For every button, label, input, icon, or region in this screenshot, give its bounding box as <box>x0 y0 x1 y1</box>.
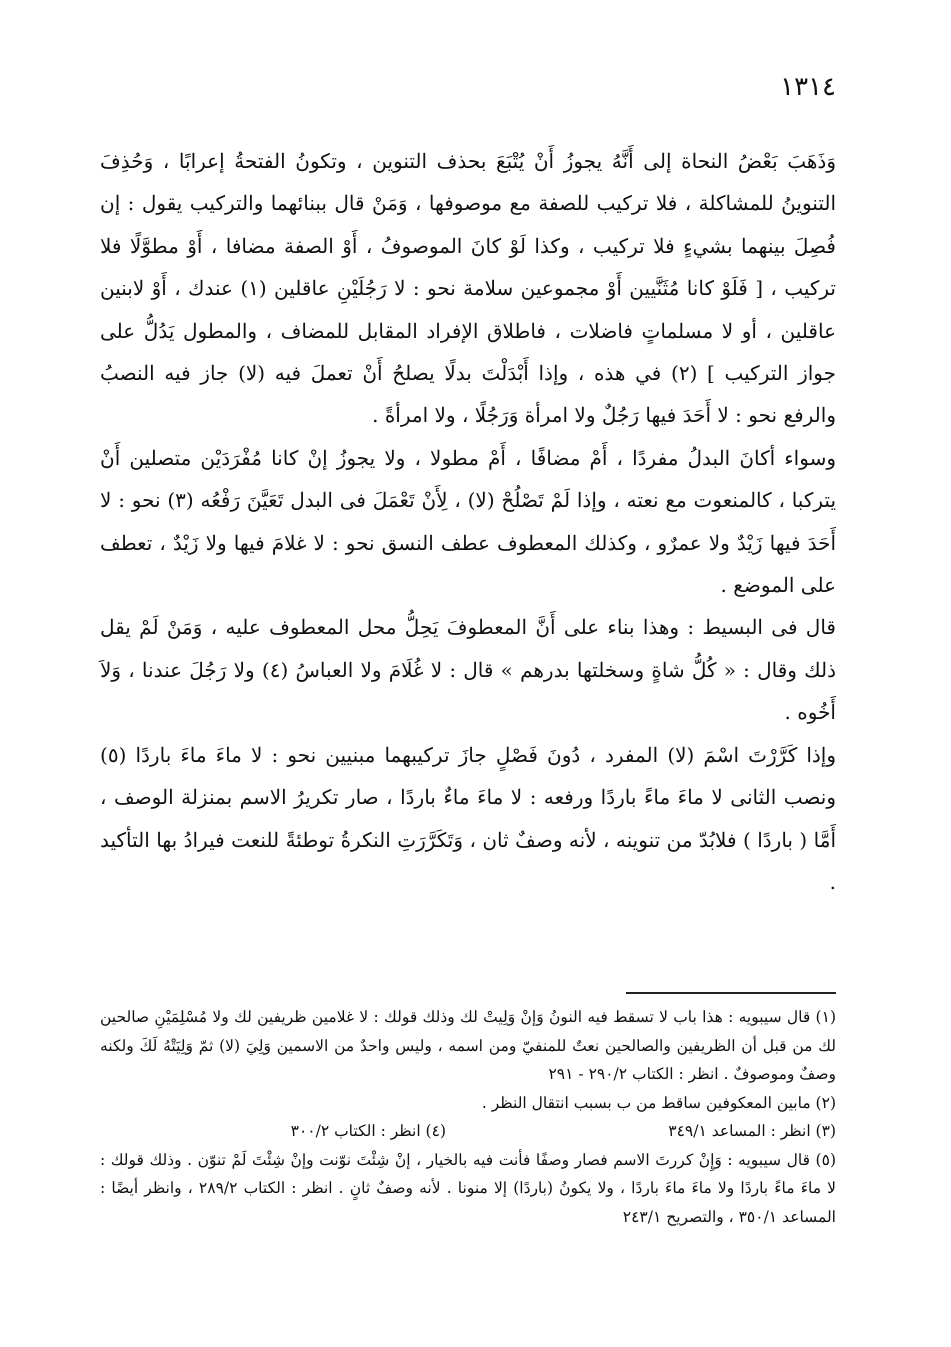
footnote-2: (٢) مابين المعكوفين ساقط من ب بسبب انتقال النظر . <box>481 1093 836 1112</box>
footnotes <box>100 1003 836 1231</box>
main-text <box>100 140 836 903</box>
footnote-divider <box>626 992 836 994</box>
paragraph-2: وسواء أكانَ البدلُ مفردًا ، أَمْ مضافًا ، أَمْ مطولا ، ولا يجوزُ إنْ كانا مُفْرَدَيْن متصلين أَنْ يتركبا ، كالمنعوت مع نعته ، وإذا لَمْ تَصْلُحْ (لا) ، لِأَنْ تَعْمَلَ فى البدل تَعَيَّنَ رَفْعُه (٣) نحو : لا أَحَدَ فيها زَيْدٌ ولا عمرٌو ، وكذلك المعطوف عطف النسق نحو : لا غلامَ فيها ولا زَيْدٌ ، تعطف على الموضع . <box>100 445 837 598</box>
paragraph-1: وَذَهَبَ بَعْضُ النحاة إلى أَنَّهُ يجوزُ أَنْ يُتْبَعَ بحذف التنوين ، وتكونُ الفتحةُ إعرابًا ، وَحُذِفَ التنوينُ للمشاكلة ، فلا تركيب للصفة مع موصوفها ، وَمَنْ قال ببنائهما والتركيب يقول : إن فُصِلَ بينهما بشيءٍ فلا تركيب ، وكذا لَوْ كانَ الموصوفُ ، أَوْ الصفة مضافا ، أَوْ مطوَّلًا فلا تركيب ، [ فَلَوْ كانا مُثَنَّيين أَوْ مجموعين سلامة نحو : لا رَجُلَيْنِ عاقلين (١) عندك ، أَوْ لابنين عاقلين ، أو لا مسلماتٍ فاضلات ، فاطلاق الإفراد المقابل للمضاف ، والمطول يَدُلُّ على جواز التركيب ] (٢) في هذه ، وإذا أَبْدَلْتَ بدلًا يصلحُ أَنْ تعملَ فيه (لا) جاز فيه النصبُ والرفع نحو : لا أَحَدَ فيها رَجُلٌ ولا امرأة وَرَجُلًا ، ولا امرأةً . <box>100 149 836 428</box>
footnote-4: (٤) انظر : الكتاب ٣٠٠/٢ <box>290 1122 446 1140</box>
book-page <box>100 0 836 1347</box>
paragraph-4: وإذا كَرَّرْتَ اسْمَ (لا) المفرد ، دُونَ فَصْلٍ جازَ تركيبهما مبنيين نحو : لا ماءَ ماءَ باردًا (٥) ونصب الثانى لا ماءَ ماءً باردًا ورفعه : لا ماءَ ماءٌ باردًا ، صار تكريرُ الاسم بمنزلة الوصف ، أَمَّا ( باردًا ) فلابُدّ من تنوينه ، لأنه وصفٌ ثان ، وَتَكَرَّرَتِ النكرةُ توطئةً للنعت فيرادُ بها التأكيد . <box>100 742 836 894</box>
footnote-1: (١) قال سيبويه : هذا باب لا تسقط فيه النونُ وَإنْ وَلِيتْ لك وذلك قولك : لا غلامين ظريفين لك ولا مُسْلِمَيْنِ صالحين لك من قبل أن الظريفين والصالحين نعتٌ للمنفيّ ومن اسمه ، وليس واحدٌ من الاسمين وَلِيَ (لا) ثمّ وَلِيَتْهُ لَكَ ولكنه وصفٌ وموصوفٌ . انظر : الكتاب ٢٩٠/٢ - ٢٩١ <box>100 1008 836 1083</box>
paragraph-3: قال فى البسيط : وهذا بناء على أَنَّ المعطوفَ يَحِلُّ محل المعطوف عليه ، وَمَنْ لَمْ يقل ذلك وقال : « كُلُّ شاةٍ وسخلتها بدرهم » قال : لا غُلَامَ ولا العباسُ (٤) ولا رَجُلَ عندنا ، وَلاَ أَخُوه . <box>100 615 837 725</box>
page-number: ١٣١٤ <box>780 72 836 102</box>
footnote-row-3-4 <box>100 1117 836 1146</box>
footnote-5: (٥) قال سيبويه : وَإِنْ كررتَ الاسم فصار وصفًا فأنت فيه بالخيار ، إنْ شِئْتَ نوّنت وإنْ شِئْتَ لَمْ تنوّن . وذلك قولك : لا ماءَ ماءً باردًا ولا ماءَ ماءَ باردًا ، ولا يكونُ (باردًا) إلا منونا . لأنه وصفٌ ثانٍ . انظر : الكتاب ٢٨٩/٢ ، وانظر أيضًا : المساعد ٣٥٠/١ ، والتصريح ٢٤٣/١ <box>100 1150 836 1226</box>
footnote-3: (٣) انظر : المساعد ٣٤٩/١ <box>668 1122 836 1140</box>
